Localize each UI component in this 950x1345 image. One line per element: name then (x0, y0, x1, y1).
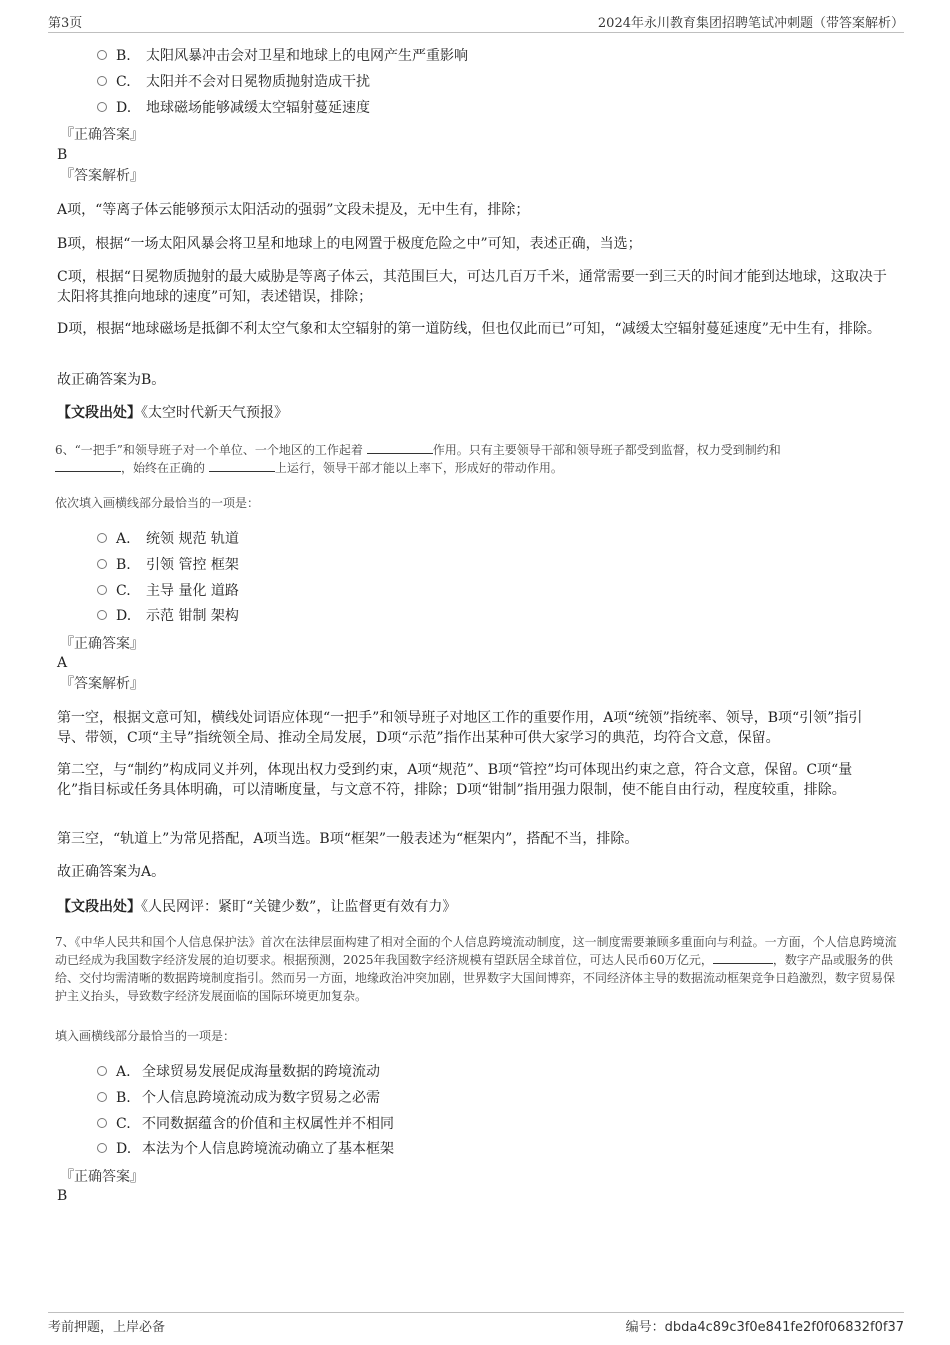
q7-question: 7、《中华人民共和国个人信息保护法》首次在法律层面构建了相对全面的个人信息跨境流动制度，这一制度需要兼顾多重面向与利益。一方面，个人信息跨境流动已经成为我国数字经济发展的迫切要求。根据预测，2025年我国数字经济规模有望跃居全球首位，可达人民币60万亿元， ，数字产品或服务的供给、交付均需清晰的数据跨境制度指引。然而另一方面，地缘政治冲突加剧，世界数字大国间博弈，不同经济体主导的数据流动框架竞争日趋激烈，数字贸易保护主义抬头，导致数字经济发展面临的国际环境更加复杂。 (55, 935, 897, 1003)
q5-analysis-c: C项，根据“日冕物质抛射的最大威胁是等离子体云，其范围巨大，可达几百万千米，通常需要一到三天的时间才能到达地球，这取决于太阳将其推向地球的速度”可知，表述错误，排除； (57, 269, 887, 305)
q5-source-title: 《太空时代新天气预报》 (141, 405, 288, 421)
q5-source-label: 【文段出处】 (57, 405, 141, 421)
q6-blank-2 (55, 459, 121, 472)
q5-source (57, 403, 887, 423)
q6-option-c[interactable]: C. 主导 量化 道路 (97, 581, 239, 601)
q6-answer: A (57, 655, 68, 671)
q5-option-b[interactable]: B. 太阳风暴冲击会对卫星和地球上的电网产生严重影响 (97, 46, 468, 66)
page-header (48, 10, 904, 33)
q6-option-a[interactable]: A. 统领 规范 轨道 (97, 529, 239, 549)
page-footer (48, 1312, 904, 1335)
radio-icon[interactable] (97, 559, 107, 569)
radio-icon[interactable] (97, 102, 107, 112)
radio-icon[interactable] (97, 610, 107, 620)
q5-analysis-b: B项，根据“一场太阳风暴会将卫星和地球上的电网置于极度危险之中”可知，表述正确，当选； (57, 236, 642, 252)
q6-analysis-2: 第二空，与“制约”构成同义并列，体现出权力受到约束，A项“规范”、B项“管控”均可体现出约束之意，符合文意，保留。C项“量化”指目标或任务具体明确，可以清晰度量，与文意不符，排除；D项“钳制”指用强力限制，使不能自由行动，程度较重，排除。 (57, 762, 853, 798)
q5-option-d[interactable]: D. 地球磁场能够减缓太空辐射蔓延速度 (97, 98, 370, 118)
q5-analysis-a: A项，“等离子体云能够预示太阳活动的强弱”文段未提及，无中生有，排除； (57, 202, 530, 218)
q6-answer-label: 『正确答案』 (60, 636, 144, 652)
q6-conclusion: 故正确答案为A。 (57, 864, 166, 880)
q6-prompt: 依次填入画横线部分最恰当的一项是： (55, 496, 260, 510)
q6-blank-3 (209, 459, 275, 472)
q6-analysis-1: 第一空，根据文意可知，横线处词语应体现“一把手”和领导班子对地区工作的重要作用，A项“统领”指统率、领导，B项“引领”指引导、带领，C项“主导”指统领全局、推动全局发展，D项“示范”指作出某种可供大家学习的典范，均符合文意，保留。 (57, 710, 863, 746)
document-title: 2024年永川教育集团招聘笔试冲刺题（带答案解析） (597, 16, 904, 31)
q7-option-d[interactable]: D. 本法为个人信息跨境流动确立了基本框架 (97, 1139, 394, 1159)
q6-analysis-3: 第三空，“轨道上”为常见搭配，A项当选。B项“框架”一般表述为“框架内”，搭配不当，排除。 (57, 831, 639, 847)
radio-icon[interactable] (97, 585, 107, 595)
radio-icon[interactable] (97, 1092, 107, 1102)
q7-blank (713, 951, 773, 964)
q5-analysis-d: D项，根据“地球磁场是抵御不利太空气象和太空辐射的第一道防线，但也仅此而已”可知，“减缓太空辐射蔓延速度”无中生有，排除。 (57, 321, 881, 337)
q7-option-c[interactable]: C. 不同数据蕴含的价值和主权属性并不相同 (97, 1114, 394, 1134)
radio-icon[interactable] (97, 50, 107, 60)
q6-source-label: 【文段出处】 (57, 899, 141, 915)
page-number: 第3页 (48, 16, 83, 31)
footer-code: 编号：dbda4c89c3f0e841fe2f0f06832f0f37 (625, 1320, 904, 1335)
radio-icon[interactable] (97, 1143, 107, 1153)
q5-option-c[interactable]: C. 太阳并不会对日冕物质抛射造成干扰 (97, 72, 370, 92)
q6-blank-1 (367, 441, 433, 454)
q6-source (57, 897, 887, 917)
q5-answer-label: 『正确答案』 (60, 127, 144, 143)
q6-option-b[interactable]: B. 引领 管控 框架 (97, 555, 239, 575)
radio-icon[interactable] (97, 1118, 107, 1128)
q5-answer: B (57, 147, 68, 163)
footer-slogan: 考前押题，上岸必备 (48, 1320, 166, 1335)
q7-answer-label: 『正确答案』 (60, 1169, 144, 1185)
q7-prompt: 填入画横线部分最恰当的一项是： (55, 1029, 236, 1043)
radio-icon[interactable] (97, 1066, 107, 1076)
q6-source-title: 《人民网评：紧盯“关键少数”，让监督更有效有力》 (141, 899, 457, 915)
radio-icon[interactable] (97, 76, 107, 86)
q6-analysis-label: 『答案解析』 (60, 676, 144, 692)
radio-icon[interactable] (97, 533, 107, 543)
q6-option-d[interactable]: D. 示范 钳制 架构 (97, 606, 239, 626)
q7-option-b[interactable]: B. 个人信息跨境流动成为数字贸易之必需 (97, 1088, 380, 1108)
q6-question: 6、“一把手”和领导班子对一个单位、一个地区的工作起着 作用。只有主要领导干部和领导班子都受到监督，权力受到制约和 ，始终在正确的 上运行，领导干部才能以上率下，形成好的带动作用。 (55, 443, 781, 475)
q5-conclusion: 故正确答案为B。 (57, 372, 166, 388)
q7-option-a[interactable]: A. 全球贸易发展促成海量数据的跨境流动 (97, 1062, 380, 1082)
q7-answer: B (57, 1188, 68, 1204)
q5-analysis-label: 『答案解析』 (60, 168, 144, 184)
